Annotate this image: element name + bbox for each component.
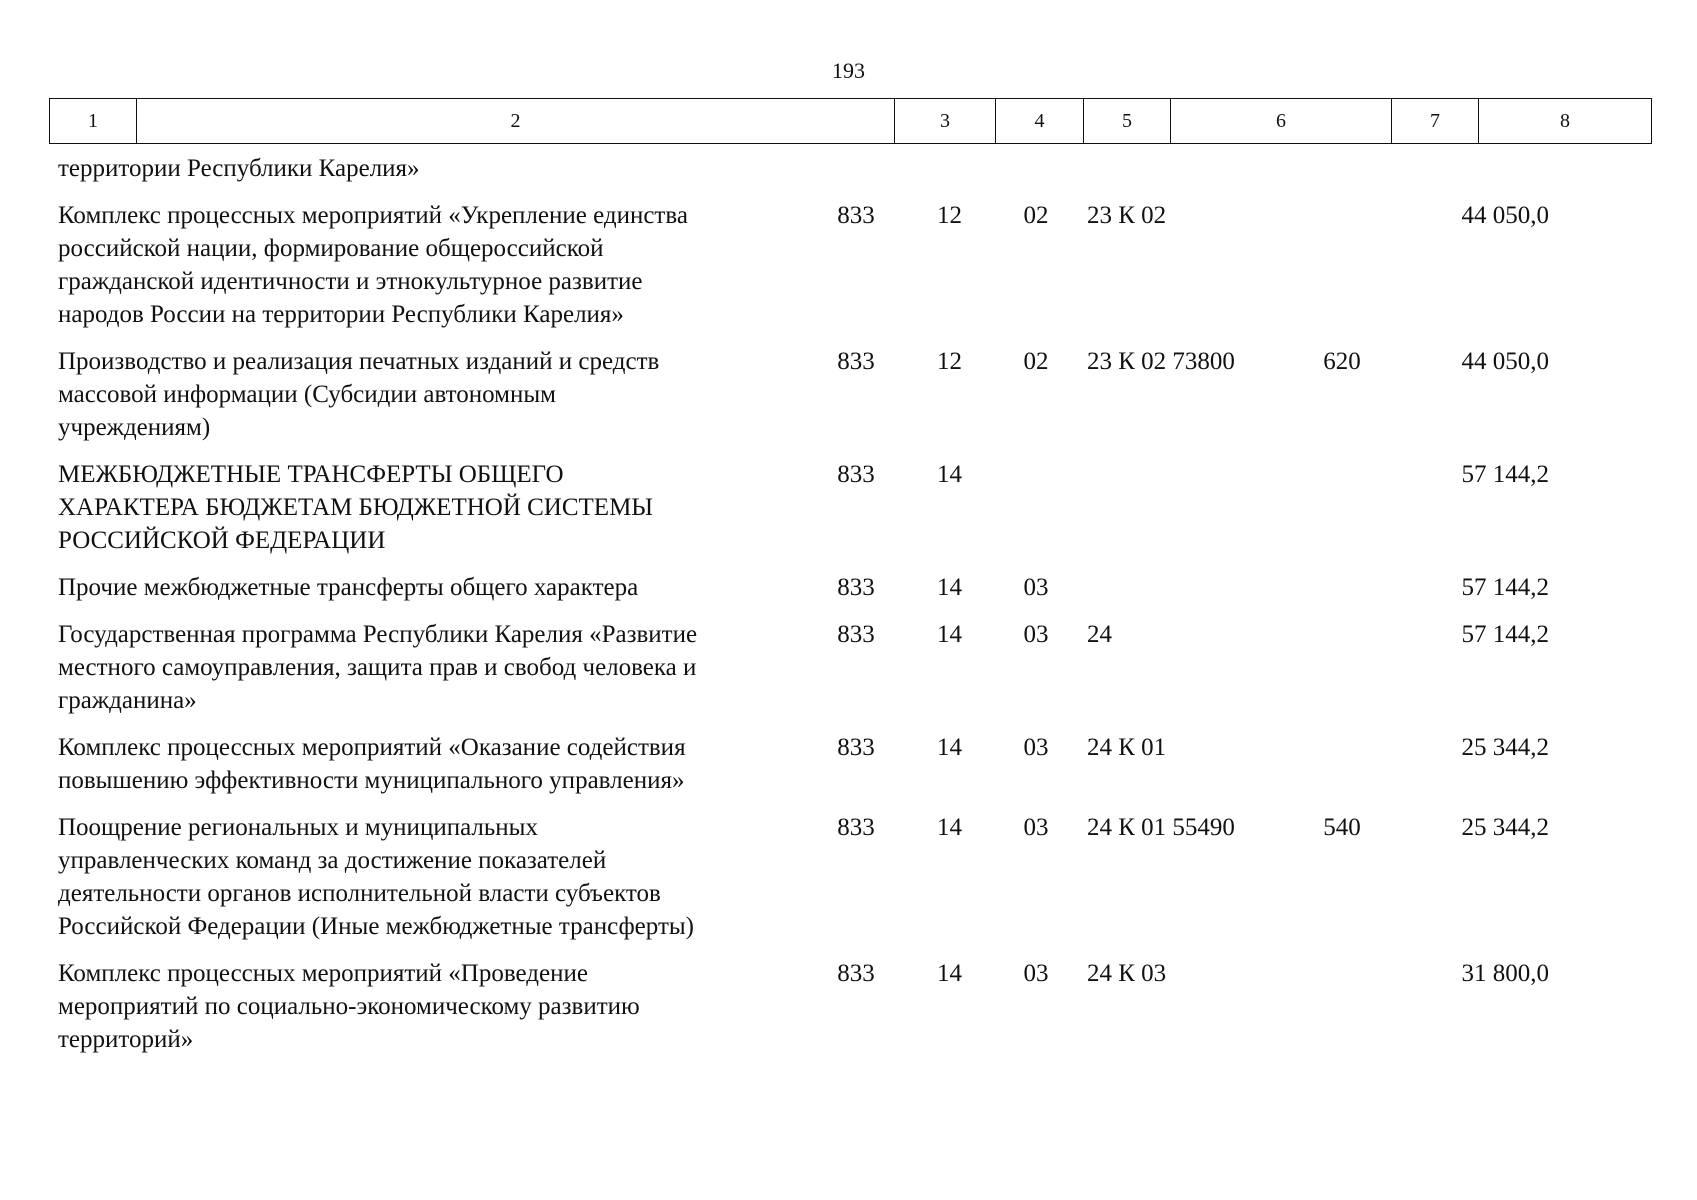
row-subsection: 03 xyxy=(1023,814,1049,841)
row-description xyxy=(0,571,806,604)
table-row xyxy=(49,618,1643,717)
page-number: 193 xyxy=(832,58,865,83)
row-description xyxy=(0,731,806,797)
description-line: повышению эффективности муниципального управления» xyxy=(58,767,685,794)
row-ministry-code: 833 xyxy=(837,461,875,488)
row-target-article xyxy=(1079,458,1299,557)
row-subsection: 03 xyxy=(1023,734,1049,761)
row-section: 12 xyxy=(937,348,962,375)
row-subsection: 02 xyxy=(1023,202,1049,229)
budget-table-body xyxy=(49,152,1643,1056)
row-amount: 57 144,2 xyxy=(1461,574,1549,601)
header-col-3: 3 xyxy=(895,99,996,144)
row-section: 14 xyxy=(937,621,962,648)
row-expense-type xyxy=(1299,199,1385,331)
row-description xyxy=(0,458,806,557)
table-row xyxy=(49,731,1643,797)
description-line: массовой информации (Субсидии автономным xyxy=(58,381,556,408)
column-number-header xyxy=(49,98,1652,144)
row-section: 14 xyxy=(937,960,962,987)
row-amount: 57 144,2 xyxy=(1461,621,1549,648)
row-amount: 25 344,2 xyxy=(1461,814,1549,841)
description-line: Государственная программа Республики Карелия «Развитие xyxy=(58,621,698,648)
description-line: МЕЖБЮДЖЕТНЫЕ ТРАНСФЕРТЫ ОБЩЕГО xyxy=(58,461,564,488)
row-description xyxy=(0,618,806,717)
row-ministry-code: 833 xyxy=(837,348,875,375)
row-ministry-code: 833 xyxy=(837,814,875,841)
row-subsection: 02 xyxy=(1023,348,1049,375)
row-expense-type xyxy=(1299,458,1385,557)
description-line: Комплекс процессных мероприятий «Укрепление единства xyxy=(58,202,688,229)
row-description xyxy=(0,811,806,943)
row-section: 12 xyxy=(937,202,962,229)
row-expense-type xyxy=(1299,731,1385,797)
table-row xyxy=(49,152,1643,185)
row-amount: 44 050,0 xyxy=(1461,202,1549,229)
description-line: территорий» xyxy=(58,1026,194,1053)
row-subsection xyxy=(993,458,1079,557)
row-target-article: 24 К 01 xyxy=(1087,734,1167,761)
row-section: 14 xyxy=(937,574,962,601)
row-target-article: 24 К 01 55490 xyxy=(1087,814,1235,841)
description-line: Российской Федерации (Иные межбюджетные трансферты) xyxy=(58,913,694,940)
row-expense-type xyxy=(1299,571,1385,604)
header-col-4: 4 xyxy=(996,99,1084,144)
row-amount: 25 344,2 xyxy=(1461,734,1549,761)
header-col-1: 1 xyxy=(50,99,137,144)
row-target-article xyxy=(1079,571,1299,604)
table-row xyxy=(49,957,1643,1056)
description-line: деятельности органов исполнительной власти субъектов xyxy=(58,880,661,907)
description-line: Производство и реализация печатных изданий и средств xyxy=(58,348,660,375)
description-line: ХАРАКТЕРА БЮДЖЕТАМ БЮДЖЕТНОЙ СИСТЕМЫ xyxy=(58,494,654,521)
description-line: управленческих команд за достижение показателей xyxy=(58,847,607,874)
row-target-article: 23 К 02 73800 xyxy=(1087,348,1235,375)
row-section: 14 xyxy=(937,814,962,841)
row-ministry-code: 833 xyxy=(837,621,875,648)
row-subsection: 03 xyxy=(1023,574,1049,601)
row-description: территории Республики Карелия» xyxy=(58,155,420,182)
row-amount: 57 144,2 xyxy=(1461,461,1549,488)
row-ministry-code: 833 xyxy=(837,960,875,987)
row-subsection: 03 xyxy=(1023,960,1049,987)
header-col-5: 5 xyxy=(1084,99,1171,144)
description-line: Поощрение региональных и муниципальных xyxy=(58,814,538,841)
row-section: 14 xyxy=(937,734,962,761)
description-line: Прочие межбюджетные трансферты общего характера xyxy=(58,574,639,601)
header-col-6: 6 xyxy=(1171,99,1392,144)
description-line: мероприятий по социально-экономическому развитию xyxy=(58,993,640,1020)
description-line: Комплекс процессных мероприятий «Оказание содействия xyxy=(58,734,686,761)
row-target-article: 24 К 03 xyxy=(1087,960,1167,987)
header-col-7: 7 xyxy=(1392,99,1479,144)
description-line: гражданской идентичности и этнокультурное развитие xyxy=(58,268,643,295)
description-line: РОССИЙСКОЙ ФЕДЕРАЦИИ xyxy=(58,527,386,554)
row-ministry-code: 833 xyxy=(837,734,875,761)
description-line: учреждениям) xyxy=(58,414,211,441)
description-line: народов России на территории Республики Карелия» xyxy=(58,301,624,328)
row-section: 14 xyxy=(937,461,962,488)
description-line: местного самоуправления, защита прав и свобод человека и xyxy=(58,654,697,681)
row-expense-type: 540 xyxy=(1323,814,1361,841)
description-line: Комплекс процессных мероприятий «Проведение xyxy=(58,960,588,987)
header-row xyxy=(50,99,1652,144)
row-ministry-code: 833 xyxy=(837,202,875,229)
table-row xyxy=(49,811,1643,943)
row-amount: 44 050,0 xyxy=(1461,348,1549,375)
header-col-2: 2 xyxy=(137,99,895,144)
row-expense-type: 620 xyxy=(1323,348,1361,375)
row-target-article: 23 К 02 xyxy=(1087,202,1167,229)
header-col-8: 8 xyxy=(1479,99,1652,144)
row-ministry-code: 833 xyxy=(837,574,875,601)
description-line: гражданина» xyxy=(58,687,197,714)
row-subsection: 03 xyxy=(1023,621,1049,648)
description-line: российской нации, формирование общероссийской xyxy=(58,235,604,262)
table-row xyxy=(49,345,1643,444)
row-description xyxy=(0,957,806,1056)
row-target-article: 24 xyxy=(1087,621,1112,648)
table-row xyxy=(49,571,1643,604)
row-description xyxy=(0,345,806,444)
row-amount: 31 800,0 xyxy=(1461,960,1549,987)
row-expense-type xyxy=(1299,618,1385,717)
row-description xyxy=(0,199,806,331)
table-row xyxy=(49,458,1643,557)
row-expense-type xyxy=(1299,957,1385,1056)
table-row xyxy=(49,199,1643,331)
